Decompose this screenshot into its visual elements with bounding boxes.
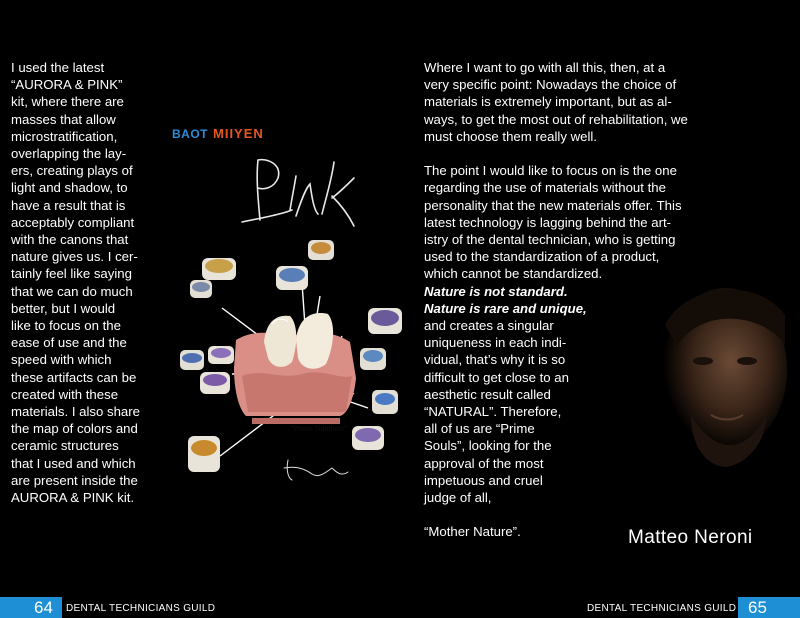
left-body-text	[11, 59, 171, 506]
body-line: the map of colors and	[11, 421, 138, 437]
body-line: ways, to get the most out of rehabilitation, we	[424, 111, 688, 127]
jar	[190, 280, 212, 298]
body-line: nature gives us. I cer-	[11, 249, 138, 265]
body-line: approval of the most	[424, 455, 544, 471]
body-line: Where I want to go with all this, then, at a	[424, 60, 666, 75]
jar	[368, 308, 402, 334]
jar	[208, 346, 234, 364]
publication-name: DENTAL TECHNICIANS GUILD	[66, 603, 216, 614]
body-line: masses that allow	[11, 111, 116, 127]
body-line: “Mother Nature”.	[424, 524, 521, 540]
body-line: vidual, that’s why it is so	[424, 352, 566, 368]
body-line: and creates a singular	[424, 318, 554, 334]
body-line: that we can do much	[11, 283, 133, 299]
body-line: better, but I would	[11, 300, 116, 316]
body-line: all of us are “Prime	[424, 421, 535, 437]
publication-name: DENTAL TECHNICIANS GUILD	[587, 603, 737, 614]
body-line: judge of all,	[424, 490, 492, 506]
body-line: microstratification,	[11, 128, 118, 144]
body-line: Souls”, looking for the	[424, 438, 552, 454]
emphasis-line: Nature is not standard.	[424, 283, 568, 299]
pink-signature	[242, 160, 354, 226]
right-page	[400, 0, 800, 618]
paragraph-gap	[424, 506, 724, 523]
body-line: tainly feel like saying	[11, 266, 132, 282]
body-line: istry of the dental technician, who is getting	[424, 232, 676, 248]
body-line: which cannot be standardized.	[424, 266, 603, 282]
jar	[200, 372, 230, 394]
body-line: I used the latest	[11, 60, 105, 75]
body-line: ease of use and the	[11, 335, 127, 351]
emphasis-line: Nature is rare and unique,	[424, 300, 587, 316]
jar	[276, 266, 308, 290]
body-line: created with these	[11, 386, 119, 402]
body-line: impetuous and cruel	[424, 472, 543, 488]
body-line: kit, where there are	[11, 94, 124, 110]
page-number: 65	[748, 598, 767, 617]
body-line: ers, creating plays of	[11, 163, 133, 179]
body-line: speed with which	[11, 352, 112, 368]
body-line: used to the standardization of a product,	[424, 249, 660, 265]
body-line: difficult to get close to an	[424, 369, 569, 385]
jar	[180, 350, 204, 370]
body-line: are present inside the	[11, 472, 138, 488]
body-line: The point I would like to focus on is the one	[424, 163, 677, 179]
jar	[360, 348, 386, 370]
jar	[188, 436, 220, 472]
collage-caption: “Prime Numbers”	[290, 424, 348, 433]
body-line: aesthetic result called	[424, 386, 551, 402]
body-line: with the canons that	[11, 232, 129, 248]
body-line: materials is extremely important, but as al-	[424, 94, 672, 110]
body-line: must choose them really well.	[424, 128, 597, 144]
collage-illustration	[172, 118, 402, 498]
body-line: AURORA & PINK kit.	[11, 490, 135, 506]
body-line: materials. I also share	[11, 404, 140, 420]
body-line: “NATURAL”. Therefore,	[424, 404, 562, 420]
body-line: have a result that is	[11, 197, 126, 213]
left-footer	[0, 597, 400, 618]
body-line: these artifacts can be	[11, 369, 137, 385]
body-line: acceptably compliant	[11, 214, 135, 230]
right-footer	[400, 597, 800, 618]
brand-secondary: MIIYEN	[213, 126, 264, 141]
body-line: very specific point: Nowadays the choice of	[424, 77, 677, 93]
jar	[372, 390, 398, 414]
body-line: that I used and which	[11, 455, 136, 471]
jar	[352, 426, 384, 450]
body-line: personality that the new materials offer. This	[424, 197, 682, 213]
jar	[202, 258, 236, 280]
author-portrait	[625, 265, 800, 505]
body-line: overlapping the lay-	[11, 146, 127, 162]
artist-signature	[284, 460, 348, 480]
body-line: latest technology is lagging behind the art-	[424, 214, 672, 230]
paragraph-gap	[424, 145, 724, 162]
brand-primary: BAOT	[172, 127, 208, 141]
body-line: light and shadow, to	[11, 180, 128, 196]
body-line: uniqueness in each indi-	[424, 335, 567, 351]
body-line: like to focus on the	[11, 318, 121, 334]
body-line: ceramic structures	[11, 438, 119, 454]
product-collage	[172, 118, 402, 498]
jar	[308, 240, 334, 260]
body-line: regarding the use of materials without the	[424, 180, 666, 196]
body-line: “AURORA & PINK”	[11, 77, 123, 93]
author-name: Matteo Neroni	[628, 527, 753, 548]
page-number: 64	[34, 598, 53, 617]
